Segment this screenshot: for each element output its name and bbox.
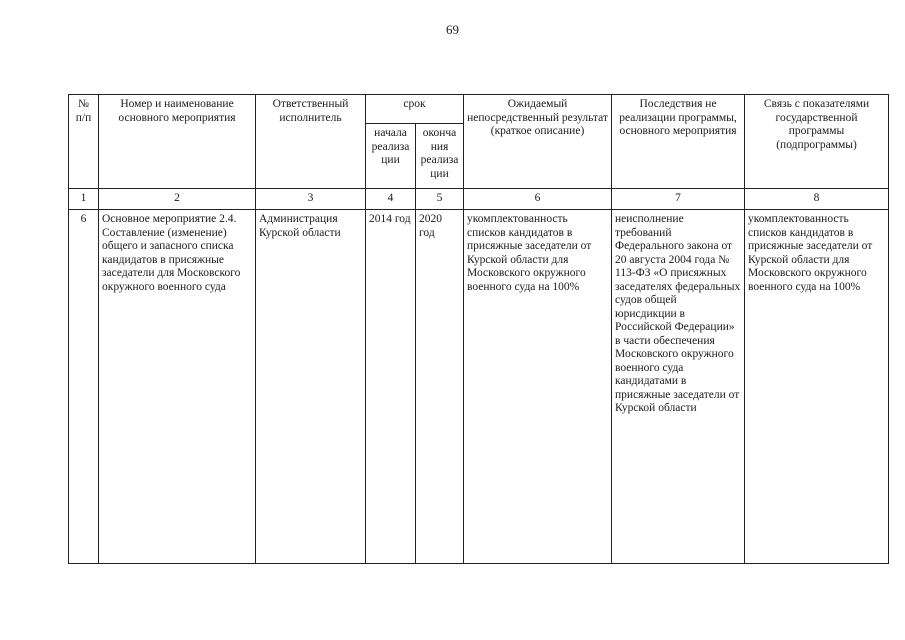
column-number: 2 [99,189,256,210]
header-term: срок [366,95,464,124]
table-row [69,210,889,564]
cell-name: Основное мероприятие 2.4. Составление (изменение) общего и запасного списка кандидатов в присяжные заседатели для Московского окружного военного суда [99,210,256,564]
column-number: 6 [464,189,612,210]
header-executor: Ответственный исполнитель [256,95,366,189]
header-link: Связь с показателями государственной программы (подпрограммы) [745,95,889,189]
header-result: Ожидаемый непосредственный результат (краткое описание) [464,95,612,189]
header-num: № п/п [69,95,99,189]
program-table [68,94,889,564]
cell-executor: Администрация Курской области [256,210,366,564]
cell-consequences: неисполнение требований Федерального закона от 20 августа 2004 года № 113-ФЗ «О присяжных заседателях федеральных судов общей юрисдикции в Российской Федерации» в части обеспечения Московского окружного военного суда кандидатами в присяжные заседатели от Курской области [612,210,745,564]
header-name: Номер и наименование основного мероприятия [99,95,256,189]
column-number: 5 [416,189,464,210]
column-number: 4 [366,189,416,210]
cell-result: укомплектованность списков кандидатов в присяжные заседатели от Курской области для Московского окружного военного суда на 100% [464,210,612,564]
column-number: 7 [612,189,745,210]
column-number: 1 [69,189,99,210]
header-term-start: начала реализа ции [366,124,416,189]
page-number: 69 [446,22,459,37]
cell-end: 2020 год [416,210,464,564]
column-number: 3 [256,189,366,210]
cell-start: 2014 год [366,210,416,564]
column-number: 8 [745,189,889,210]
header-term-end: оконча ния реализа ции [416,124,464,189]
header-consequences: Последствия не реализации программы, основного мероприятия [612,95,745,189]
cell-link: укомплектованность списков кандидатов в присяжные заседатели от Курской области для Московского окружного военного суда на 100% [745,210,889,564]
cell-num: 6 [69,210,99,564]
